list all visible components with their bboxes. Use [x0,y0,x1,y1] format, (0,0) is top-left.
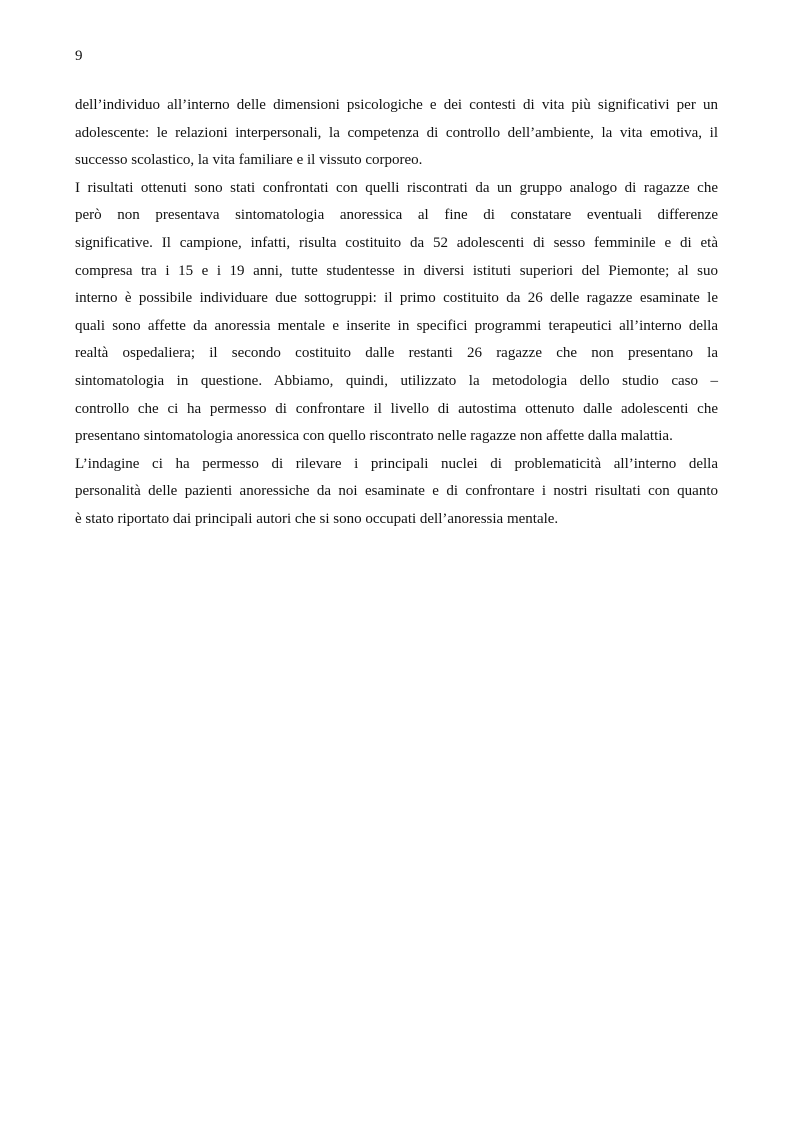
text-line: L’indagine ci ha permesso di rilevare i principali nuclei di problematicità all’interno della [75,455,718,472]
text-line: I risultati ottenuti sono stati confrontati con quelli riscontrati da un gruppo analogo di ragazze che [75,179,718,196]
text-line: però non presentava sintomatologia anoressica al fine di constatare eventuali differenze [75,207,718,224]
text-line: significative. Il campione, infatti, risulta costituito da 52 adolescenti di sesso femminile e di età [75,234,718,251]
text-line: è stato riportato dai principali autori che si sono occupati dell’anoressia mentale. [75,510,559,527]
text-line: presentano sintomatologia anoressica con quello riscontrato nelle ragazze non affette dalla malattia. [75,428,673,445]
paragraph-1 [75,92,718,175]
text-line: adolescente: le relazioni interpersonali, la competenza di controllo dell’ambiente, la vita emotiva, il [75,124,718,141]
text-line: interno è possibile individuare due sottogruppi: il primo costituito da 26 delle ragazze esaminate le [75,290,718,307]
text-line: quali sono affette da anoressia mentale e inserite in specifici programmi terapeutici all’interno della [75,317,718,334]
text-line: realtà ospedaliera; il secondo costituito dalle restanti 26 ragazze che non presentano la [75,345,718,362]
text-line: compresa tra i 15 e i 19 anni, tutte studentesse in diversi istituti superiori del Piemonte; al suo [75,262,718,279]
page-number: 9 [75,48,83,64]
text-line: personalità delle pazienti anoressiche da noi esaminate e di confrontare i nostri risultati con quanto [75,483,718,500]
text-line: successo scolastico, la vita familiare e il vissuto corporeo. [75,152,423,169]
text-line: sintomatologia in questione. Abbiamo, quindi, utilizzato la metodologia dello studio caso – [75,372,718,389]
text-line: controllo che ci ha permesso di confrontare il livello di autostima ottenuto dalle adolescenti che [75,400,718,417]
text-line: dell’individuo all’interno delle dimensioni psicologiche e dei contesti di vita più significativi per un [75,97,718,113]
body-text [75,92,718,534]
paragraph-3 [75,451,718,534]
paragraph-2 [75,175,718,451]
